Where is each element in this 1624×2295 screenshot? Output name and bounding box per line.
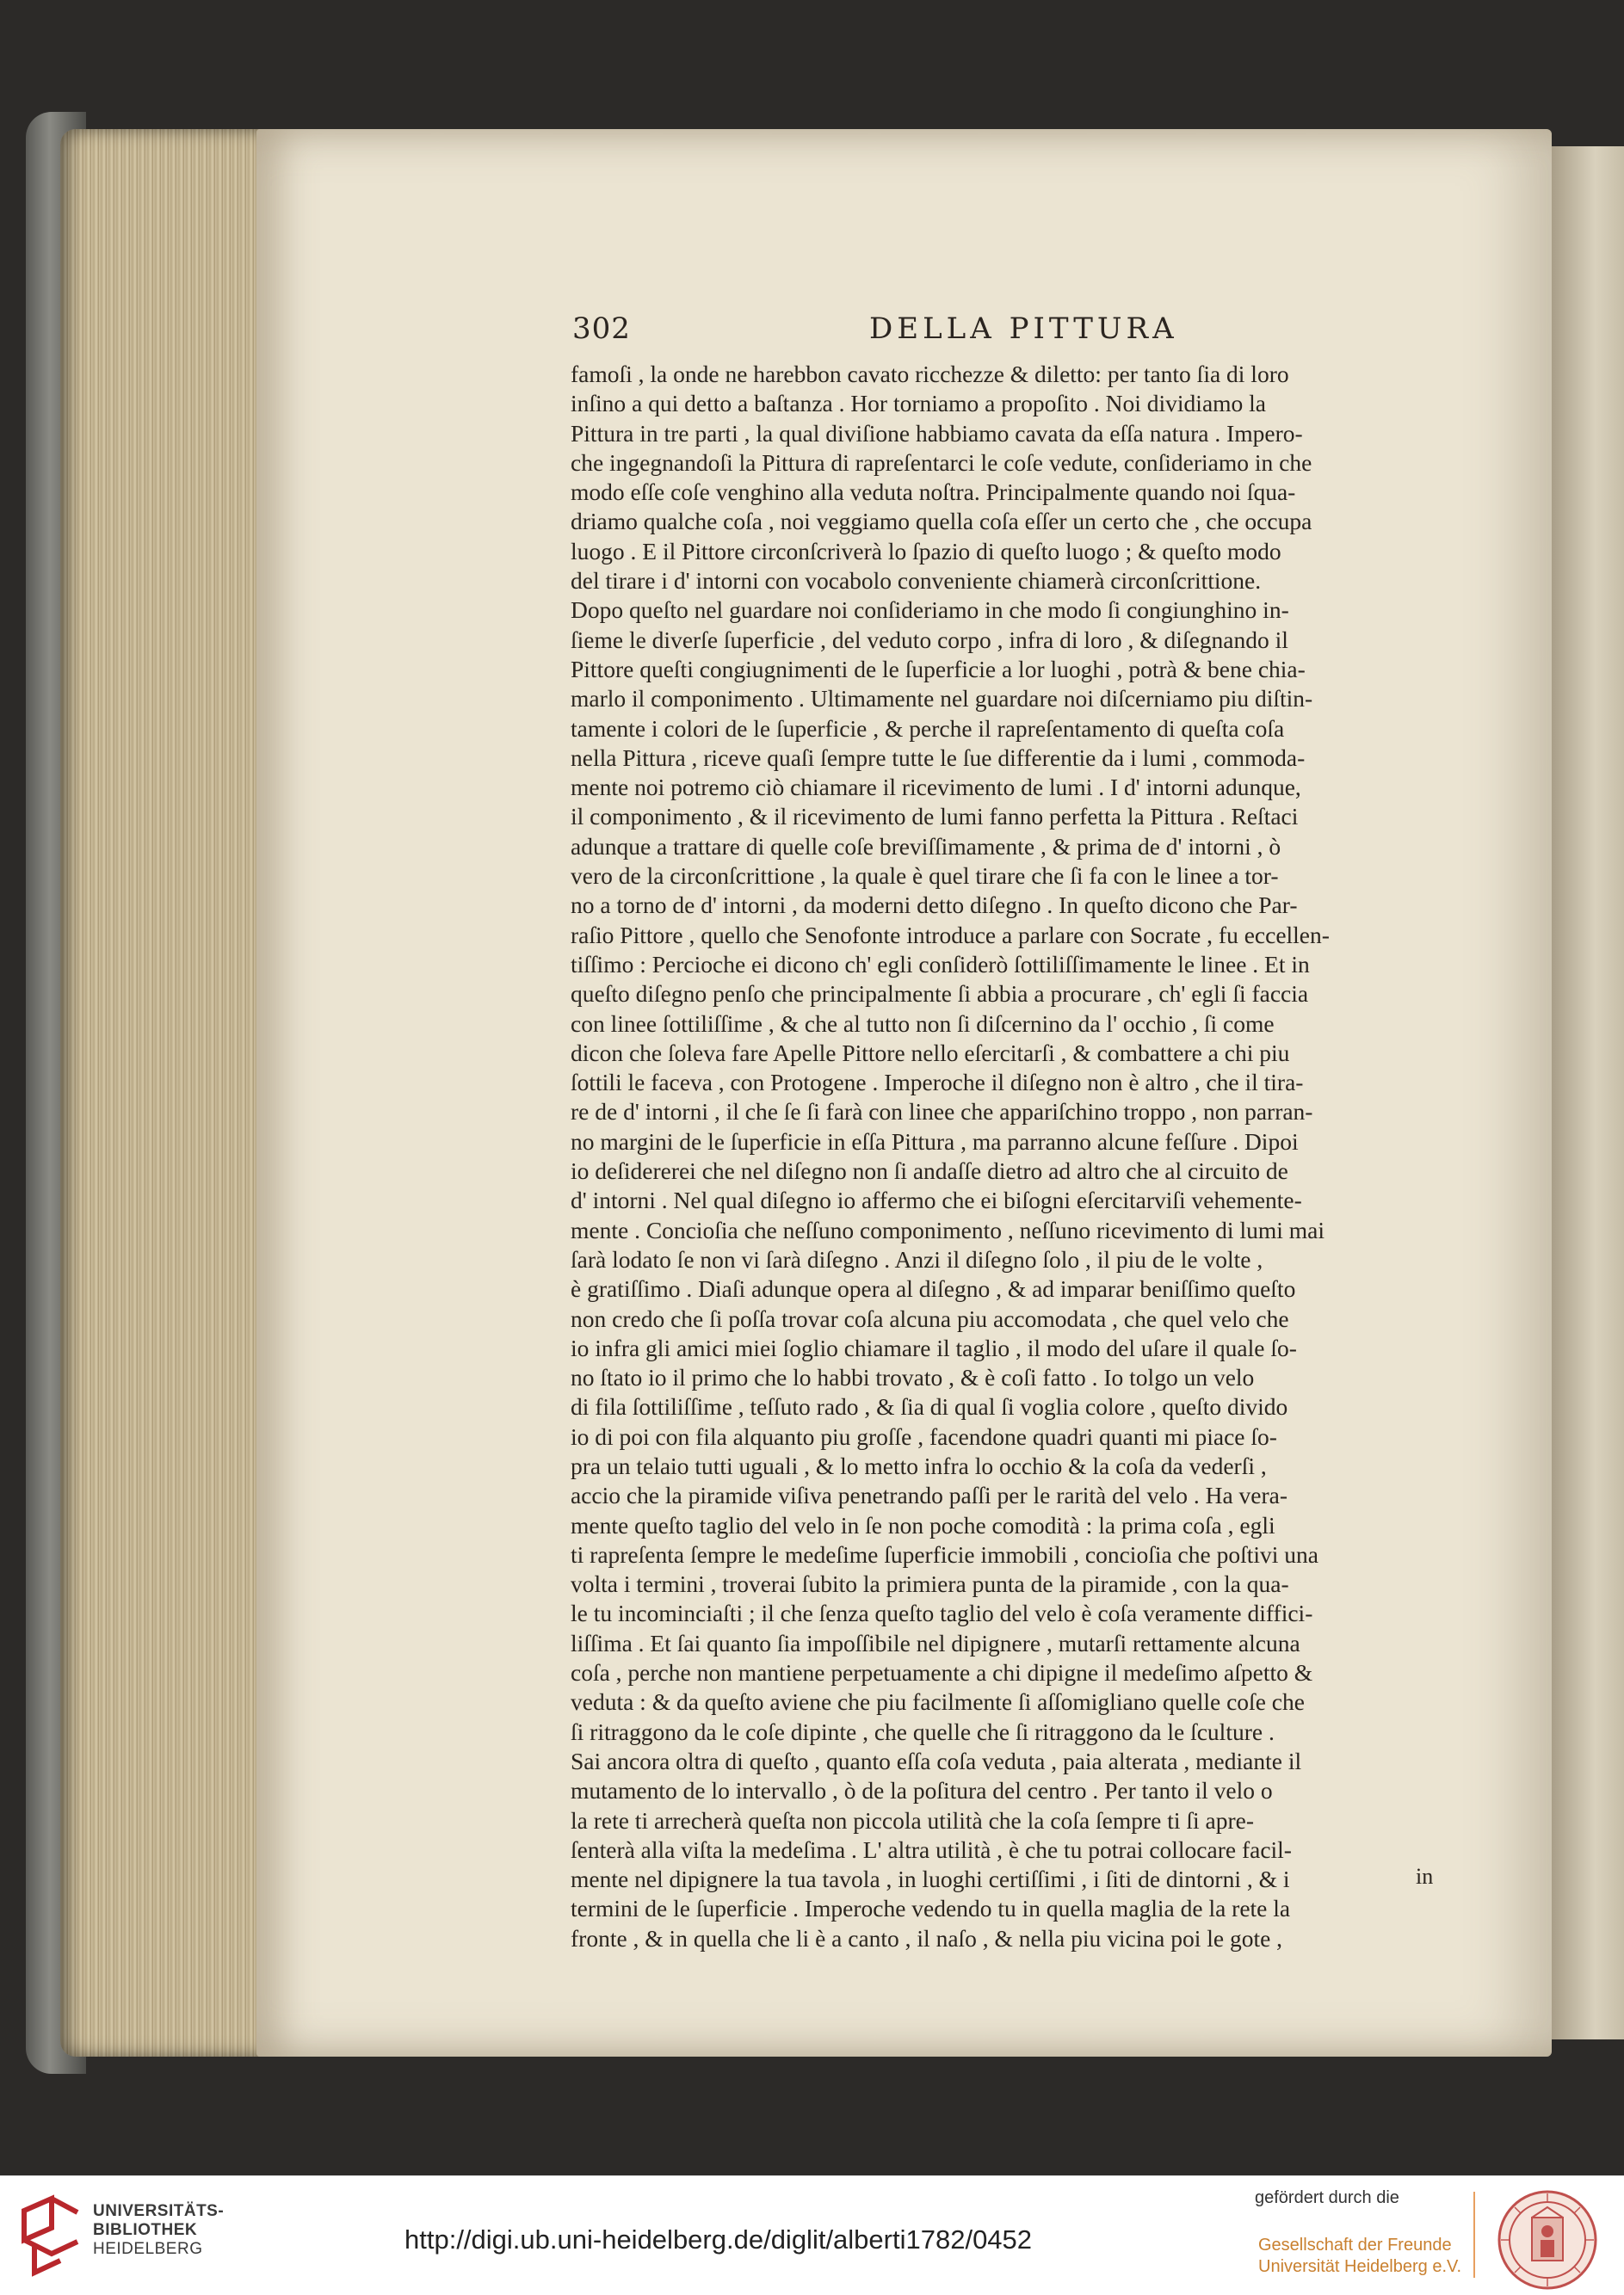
- text-line: accio che la piramide viſiva penetrando paſſi per le rarità del velo . Ha vera-: [571, 1482, 1288, 1509]
- text-line: Dopo queſto nel guardare noi conſideriamo in che modo ſi congiunghino in-: [571, 596, 1289, 624]
- facing-page-edge: [1552, 146, 1624, 2039]
- text-line: io infra gli amici miei ſoglio chiamare il taglio , il modo del uſare il quale ſo-: [571, 1334, 1297, 1361]
- text-line: termini de le ſuperficie . Imperoche vedendo tu in quella maglia de la rete la: [571, 1895, 1291, 1922]
- library-name: [93, 2202, 224, 2259]
- text-line: nella Pittura , riceve quaſi ſempre tutte le ſue differentie da i lumi , commoda-: [571, 743, 1306, 771]
- library-name-line: BIBLIOTHEK: [93, 2221, 198, 2239]
- text-line: marlo il componimento . Ultimamente nel guardare noi diſcerniamo piu diſtin-: [571, 685, 1313, 713]
- text-line: Sai ancora oltra di queſto , quanto eſſa coſa veduta , paia alterata , mediante il: [571, 1747, 1302, 1774]
- text-line: le tu incominciaſti ; il che ſenza queſto taglio del velo è coſa veramente diffici-: [571, 1600, 1313, 1627]
- text-line: inſino a qui detto a baſtanza . Hor torniamo a propoſito . Noi dividiamo la: [571, 390, 1267, 417]
- text-line: famoſi , la onde ne harebbon cavato ricchezze & diletto: per tanto ſia di loro: [571, 361, 1289, 387]
- text-line: mente noi potremo ciò chiamare il ricevimento de lumi . I d' intorni adunque,: [571, 774, 1301, 801]
- text-line: adunque a trattare di quelle coſe breviſſimamente , & prima de d' intorni , ò: [571, 832, 1281, 860]
- text-line: mente . Concioſia che neſſuno componimento , neſſuno ricevimento di lumi mai: [571, 1216, 1325, 1243]
- text-line: modo eſſe coſe venghino alla veduta noſtra. Principalmente quando noi ſqua-: [571, 478, 1296, 506]
- text-line: no a torno de d' intorni , da moderni detto diſegno . In queſto dicono che Par-: [571, 891, 1298, 919]
- text-line: no ſtato io il primo che lo habbi trovato , & è coſi fatto . Io tolgo un velo: [571, 1364, 1255, 1391]
- library-name-line: HEIDELBERG: [93, 2240, 203, 2258]
- page-text: [571, 360, 1517, 1953]
- text-line: ſarà lodato ſe non vi ſarà diſegno . Anzi il diſegno ſolo , il piu de le volte ,: [571, 1245, 1263, 1273]
- sponsor-name[interactable]: [1258, 2235, 1461, 2278]
- sponsor-name-line: Universität Heidelberg e.V.: [1258, 2257, 1462, 2276]
- text-line: Pittura in tre parti , la qual diviſione habbiamo cavata da eſſa natura . Impero-: [571, 419, 1303, 447]
- book-page-edges: [60, 129, 267, 2057]
- text-line: ti rapreſenta ſempre le medeſime ſuperficie immobili , concioſia che poſtivi una: [571, 1540, 1318, 1568]
- text-line: mutamento de lo intervallo , ò de la poſitura del centro . Per tanto il velo o: [571, 1777, 1273, 1805]
- divider: [1473, 2192, 1475, 2278]
- text-line: del tirare i d' intorni con vocabolo conveniente chiamerà circonſcrittione.: [571, 567, 1262, 595]
- text-line: ſottili le faceva , con Protogene . Imperoche il diſegno non è altro , che il tira-: [571, 1069, 1304, 1096]
- funding-note: [1255, 2188, 1470, 2208]
- text-line: ſieme le diverſe ſuperficie , del veduto corpo , infra di loro , & diſegnando il: [571, 626, 1288, 653]
- text-line: mente queſto taglio del velo in ſe non poche comodità : la prima coſa , egli: [571, 1511, 1275, 1539]
- running-title: DELLA PITTURA: [869, 312, 1178, 346]
- text-line: no margini de le ſuperficie in eſſa Pittura , ma parranno alcune feſſure . Dipoi: [571, 1127, 1299, 1155]
- text-line: non credo che ſi poſſa trovar coſa alcuna piu accomodata , che quel velo che: [571, 1305, 1289, 1332]
- text-line: raſio Pittore , quello che Senofonte introduce a parlare con Socrate , fu eccellen-: [571, 921, 1330, 948]
- text-line: con linee ſottiliſſime , & che al tutto non ſi diſcernino da l' occhio , ſi come: [571, 1009, 1275, 1037]
- text-line: il componimento , & il ricevimento de lumi fanno perfetta la Pittura . Reſtaci: [571, 803, 1299, 830]
- text-line: coſa , perche non mantiene perpetuamente a chi dipigne il medeſimo aſpetto &: [571, 1659, 1313, 1687]
- text-line: luogo . E il Pittore circonſcriverà lo ſpazio di queſto luogo ; & queſto modo: [571, 537, 1281, 564]
- text-line: volta i termini , troverai ſubito la primiera punta de la piramide , con la qua-: [571, 1570, 1289, 1598]
- text-line: è gratiſſimo . Diaſi adunque opera al diſegno , & ad imparar beniſſimo queſto: [571, 1275, 1296, 1303]
- text-line: ſi ritraggono da le coſe dipinte , che quelle che ſi ritraggono da le ſculture .: [571, 1718, 1275, 1745]
- text-line: di fila ſottiliſſime , teſſuto rado , & ſia di qual ſi voglia colore , queſto divido: [571, 1393, 1288, 1421]
- funding-label: gefördert durch die: [1255, 2188, 1399, 2207]
- text-line: fronte , & in quella che li è a canto , il naſo , & nella piu vicina poi le gote ,: [571, 1924, 1283, 1952]
- text-line: Pittore queſti congiugnimenti de le ſuperficie a lor luoghi , potrà & bene chia-: [571, 655, 1306, 682]
- text-line: pra un telaio tutti uguali , & lo metto infra lo occhio & la coſa da vederſi ,: [571, 1452, 1267, 1479]
- footer-bar: [0, 2175, 1624, 2295]
- catchword: in: [1416, 1864, 1434, 1889]
- university-seal-icon[interactable]: [1496, 2188, 1599, 2292]
- text-line: veduta : & da queſto aviene che piu facilmente ſi aſſomigliano quelle coſe che: [571, 1688, 1305, 1716]
- text-line: vero de la circonſcrittione , la quale è quel tirare che ſi fa con le linee a tor-: [571, 862, 1279, 890]
- text-line: io di poi con fila alquanto piu groſſe , facendone quadri quanti mi piace ſo-: [571, 1422, 1277, 1450]
- text-line: mente nel dipignere la tua tavola , in luoghi certiſſimi , i ſiti de dintorni , & i: [571, 1866, 1290, 1893]
- text-line: driamo qualche coſa , noi veggiamo quella coſa eſſer un certo che , che occupa: [571, 508, 1312, 535]
- text-line: che ingegnandoſi la Pittura di rapreſentarci le coſe vedute, conſideriamo in che: [571, 448, 1312, 476]
- sponsor-name-line: Gesellschaft der Freunde: [1258, 2236, 1452, 2255]
- text-line: ſenterà alla viſta la medeſima . L' altra utilità , è che tu potrai collocare facil-: [571, 1835, 1292, 1863]
- text-line: io deſidererei che nel diſegno non ſi andaſſe dietro ad altro che al circuito de: [571, 1157, 1288, 1185]
- ub-heidelberg-logo-icon[interactable]: [17, 2193, 84, 2278]
- text-line: tamente i colori de le ſuperficie , & perche il rapreſentamento di queſta coſa: [571, 714, 1285, 742]
- page-number: 302: [572, 312, 631, 346]
- page-header: [572, 312, 1528, 355]
- permalink-url[interactable]: http://digi.ub.uni-heidelberg.de/diglit/alberti1782/0452: [404, 2224, 1033, 2255]
- text-line: re de d' intorni , il che ſe ſi farà con linee che appariſchino troppo , non parran-: [571, 1098, 1313, 1126]
- text-line: dicon che ſoleva fare Apelle Pittore nello eſercitarſi , & combattere a chi piu: [571, 1039, 1290, 1066]
- text-line: la rete ti arrecherà queſta non piccola utilità che la coſa ſempre ti ſi apre-: [571, 1806, 1255, 1834]
- text-line: d' intorni . Nel qual diſegno io affermo che ei biſogni eſercitarviſi vehemente-: [571, 1187, 1302, 1214]
- text-line: liſſima . Et ſai quanto ſia impoſſibile nel dipignere , mutarſi rettamente alcuna: [571, 1629, 1300, 1656]
- text-line: queſto diſegno penſo che principalmente ſi abbia a procurare , ch' egli ſi faccia: [571, 980, 1309, 1008]
- library-name-line: UNIVERSITÄTS-: [93, 2202, 225, 2220]
- text-line: tiſſimo : Percioche ei dicono ch' egli conſiderò ſottiliſſimamente le linee . Et in: [571, 950, 1310, 978]
